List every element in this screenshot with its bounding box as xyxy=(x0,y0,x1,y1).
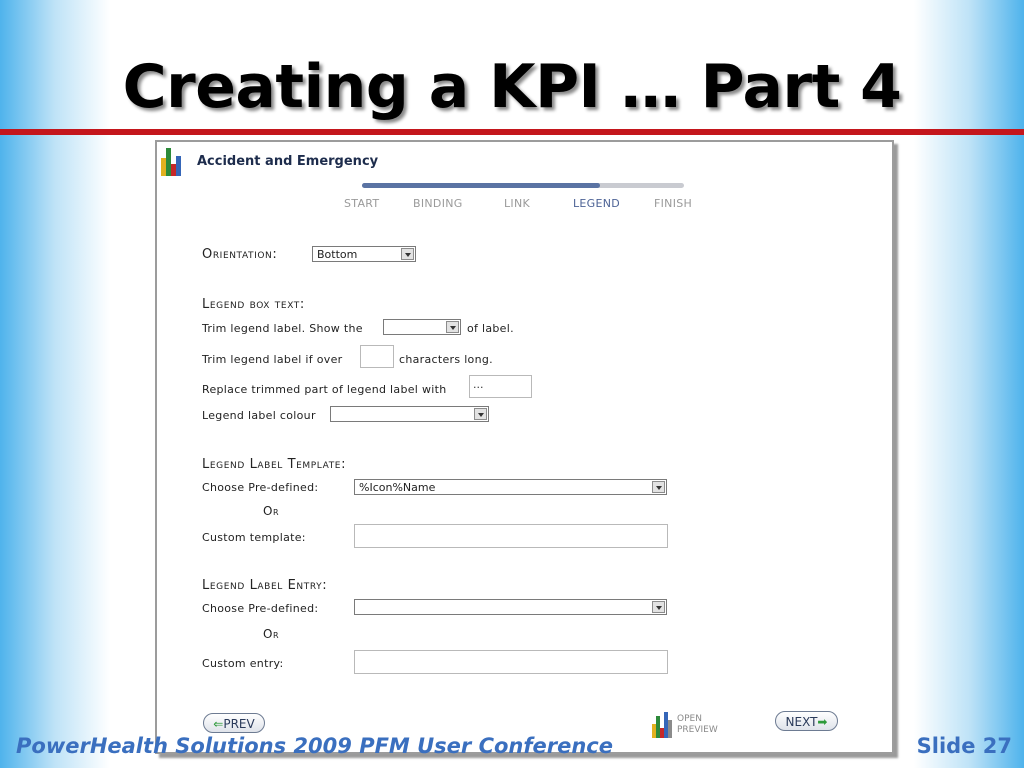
wizard-progress-fill xyxy=(362,183,600,188)
trim-over-prefix: Trim legend label if over xyxy=(202,353,343,366)
open-preview-button[interactable] xyxy=(677,714,718,736)
trim-show-suffix: of label. xyxy=(467,322,514,335)
trim-show-prefix: Trim legend label. Show the xyxy=(202,322,363,335)
entry-predefined-label: Choose Pre-defined: xyxy=(202,602,319,615)
open-preview-line2: PREVIEW xyxy=(677,725,718,735)
replace-label: Replace trimmed part of legend label with xyxy=(202,383,447,396)
open-preview-line1: OPEN xyxy=(677,714,702,724)
custom-template-label: Custom template: xyxy=(202,531,306,544)
arrow-right-icon: ➡ xyxy=(817,715,828,729)
wizard-step-binding[interactable]: BINDING xyxy=(413,197,463,210)
wizard-progress-bar xyxy=(362,183,684,188)
trim-over-input[interactable] xyxy=(360,345,394,368)
title-divider xyxy=(0,129,1024,135)
slide-title: Creating a KPI … Part 4 xyxy=(122,52,902,122)
chevron-down-icon[interactable] xyxy=(652,481,665,493)
chevron-down-icon[interactable] xyxy=(401,248,414,260)
template-or-text: Or xyxy=(263,504,280,518)
chevron-down-icon[interactable] xyxy=(652,601,665,613)
label-template-heading: Legend Label Template: xyxy=(202,457,347,472)
next-button[interactable] xyxy=(775,711,838,731)
app-title: Accident and Emergency xyxy=(197,154,379,169)
prev-label: PREV xyxy=(223,717,255,731)
trim-over-suffix: characters long. xyxy=(399,353,493,366)
orientation-select[interactable] xyxy=(312,246,416,262)
template-predefined-value: %Icon%Name xyxy=(359,481,436,494)
wizard-step-link[interactable]: LINK xyxy=(504,197,531,210)
custom-entry-input[interactable] xyxy=(354,650,668,674)
arrow-left-icon: ⇐ xyxy=(213,717,224,731)
wizard-step-start[interactable]: START xyxy=(344,197,380,210)
bar-chart-icon xyxy=(161,148,185,176)
chevron-down-icon[interactable] xyxy=(446,321,459,333)
label-entry-heading: Legend Label Entry: xyxy=(202,578,328,593)
replace-input[interactable]: ... xyxy=(469,375,532,398)
custom-entry-label: Custom entry: xyxy=(202,657,284,670)
legend-box-heading: Legend box text: xyxy=(202,297,305,312)
conference-footer: PowerHealth Solutions 2009 PFM User Conference xyxy=(16,734,614,758)
orientation-value: Bottom xyxy=(317,248,358,261)
colour-select[interactable] xyxy=(330,406,489,422)
next-label: NEXT xyxy=(785,715,818,729)
prev-button[interactable] xyxy=(203,713,265,733)
template-predefined-label: Choose Pre-defined: xyxy=(202,481,319,494)
template-predefined-select[interactable] xyxy=(354,479,667,495)
slide-number: Slide 27 xyxy=(916,734,1012,758)
wizard-step-legend[interactable]: LEGEND xyxy=(573,197,621,210)
custom-template-input[interactable] xyxy=(354,524,668,548)
chart-preview-icon[interactable] xyxy=(652,712,674,738)
wizard-step-finish[interactable]: FINISH xyxy=(654,197,693,210)
entry-predefined-select[interactable] xyxy=(354,599,667,615)
trim-show-select[interactable] xyxy=(383,319,461,335)
orientation-label: Orientation: xyxy=(202,247,278,262)
chevron-down-icon[interactable] xyxy=(474,408,487,420)
colour-label: Legend label colour xyxy=(202,409,316,422)
entry-or-text: Or xyxy=(263,627,280,641)
wizard-screenshot xyxy=(155,140,894,754)
